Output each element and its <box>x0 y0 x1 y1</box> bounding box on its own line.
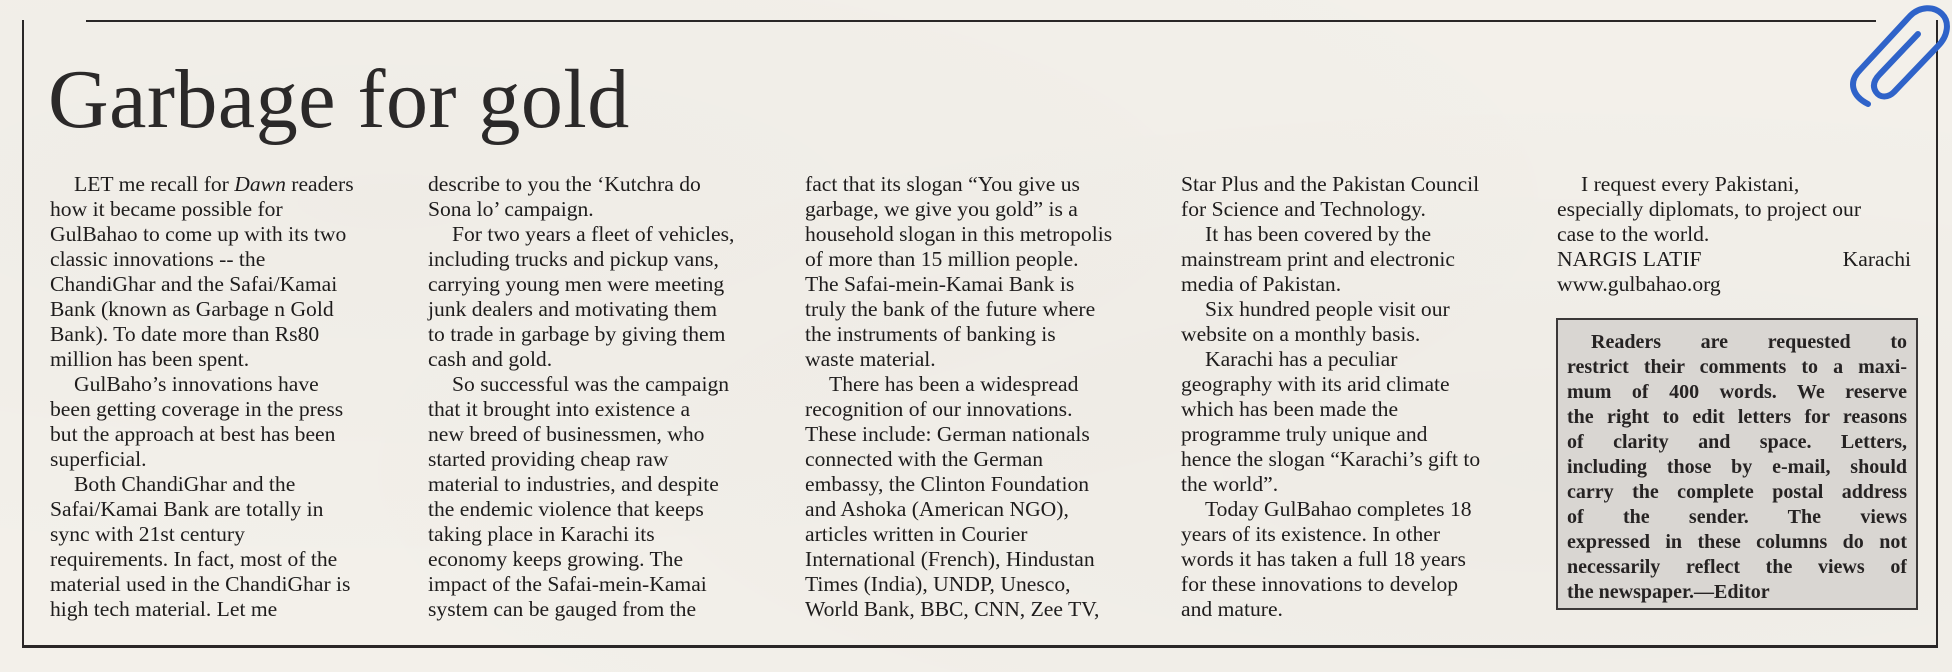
editor-note-line: of clarity and space. Letters, <box>1567 431 1907 453</box>
article-line: started providing cheap raw <box>428 447 669 471</box>
article-column-1 <box>50 172 404 622</box>
headline: Garbage for gold <box>48 53 630 146</box>
article-line: words it has taken a full 18 years <box>1181 547 1466 571</box>
article-line: the instruments of banking is <box>805 322 1056 346</box>
author-city: Karachi <box>1842 247 1911 271</box>
paperclip-icon <box>1838 0 1952 120</box>
article-line: case to the world. <box>1557 222 1710 246</box>
article-line: impact of the Safai-mein-Kamai <box>428 572 707 596</box>
signature-row <box>1557 247 1911 272</box>
article-line: junk dealers and motivating them <box>428 297 718 321</box>
article-line: World Bank, BBC, CNN, Zee TV, <box>805 597 1100 621</box>
line-text: LET me recall for <box>74 172 235 196</box>
article-line: superficial. <box>50 447 147 471</box>
editor-note-line: the right to edit letters for reasons <box>1567 406 1907 428</box>
article-line: International (French), Hindustan <box>805 547 1095 571</box>
column-5-body <box>1557 172 1921 247</box>
newspaper-name: Dawn <box>234 172 286 196</box>
article-line: So successful was the campaign <box>452 372 730 396</box>
editor-note-line: of the sender. The views <box>1567 506 1907 528</box>
article-column-5 <box>1557 172 1921 297</box>
article-line: Safai/Kamai Bank are totally in <box>50 497 324 521</box>
article-line <box>50 172 404 197</box>
article-line: which has been made the <box>1181 397 1399 421</box>
article-line: Karachi has a peculiar <box>1205 347 1398 371</box>
article-line: carrying young men were meeting <box>428 272 725 296</box>
article-line: for these innovations to develop <box>1181 572 1459 596</box>
line-text: readers <box>285 172 354 196</box>
editor-note-line: Readers are requested to <box>1591 331 1907 353</box>
article-line: classic innovations -- the <box>50 247 266 271</box>
editor-note-text <box>1567 330 1907 605</box>
article-line: Both ChandiGhar and the <box>74 472 296 496</box>
article-line: Bank (known as Garbage n Gold <box>50 297 334 321</box>
article-line: especially diplomats, to project our <box>1557 197 1862 221</box>
article-line: cash and gold. <box>428 347 553 371</box>
author-name: NARGIS LATIF <box>1557 247 1702 271</box>
article-line: new breed of businessmen, who <box>428 422 705 446</box>
article-line: website on a monthly basis. <box>1181 322 1421 346</box>
editor-note-line: restrict their comments to a maxi- <box>1567 356 1907 378</box>
article-line: Six hundred people visit our <box>1205 297 1450 321</box>
article-line: ChandiGhar and the Safai/Kamai <box>50 272 338 296</box>
article-line: It has been covered by the <box>1205 222 1432 246</box>
article-line: high tech material. Let me <box>50 597 278 621</box>
article-line: connected with the German <box>805 447 1044 471</box>
article-line: Today GulBahao completes 18 <box>1205 497 1472 521</box>
article-line: recognition of our innovations. <box>805 397 1073 421</box>
article-line: These include: German nationals <box>805 422 1090 446</box>
article-line: media of Pakistan. <box>1181 272 1342 296</box>
article-line: GulBahao to come up with its two <box>50 222 347 246</box>
article-line: taking place in Karachi its <box>428 522 655 546</box>
editor-note-line: carry the complete postal address <box>1567 481 1907 503</box>
editor-note-line: mum of 400 words. We reserve <box>1567 381 1907 403</box>
article-line: GulBaho’s innovations have <box>74 372 319 396</box>
article-line: million has been spent. <box>50 347 250 371</box>
article-line: truly the bank of the future where <box>805 297 1096 321</box>
article-line: and mature. <box>1181 597 1283 621</box>
article-line: garbage, we give you gold” is a <box>805 197 1078 221</box>
editor-note-line: including those by e-mail, should <box>1567 456 1907 478</box>
article-line: how it became possible for <box>50 197 283 221</box>
article-line: material to industries, and despite <box>428 472 719 496</box>
article-line: programme truly unique and <box>1181 422 1428 446</box>
article-line: household slogan in this metropolis <box>805 222 1113 246</box>
article-line: years of its existence. In other <box>1181 522 1441 546</box>
article-line: Star Plus and the Pakistan Council <box>1181 172 1480 196</box>
article-line: of more than 15 million people. <box>805 247 1079 271</box>
article-line: the endemic violence that keeps <box>428 497 704 521</box>
article-line: Sona lo’ campaign. <box>428 197 594 221</box>
paperclip-wire <box>1853 8 1947 104</box>
editor-note-line: expressed in these columns do not <box>1567 531 1907 553</box>
article-line: the world”. <box>1181 472 1279 496</box>
author-website: www.gulbahao.org <box>1557 272 1721 296</box>
editor-note-line: the newspaper.—Editor <box>1567 581 1770 603</box>
article-line: articles written in Courier <box>805 522 1028 546</box>
article-line: but the approach at best has been <box>50 422 336 446</box>
editor-note-box <box>1556 318 1918 610</box>
article-line: mainstream print and electronic <box>1181 247 1456 271</box>
article-line: system can be gauged from the <box>428 597 697 621</box>
article-line: economy keeps growing. The <box>428 547 684 571</box>
article-column-4 <box>1181 172 1535 622</box>
article-column-2 <box>428 172 782 622</box>
article-line: hence the slogan “Karachi’s gift to <box>1181 447 1481 471</box>
article-line: fact that its slogan “You give us <box>805 172 1080 196</box>
article-line: The Safai-mein-Kamai Bank is <box>805 272 1075 296</box>
article-line: describe to you the ‘Kutchra do <box>428 172 701 196</box>
article-line: waste material. <box>805 347 936 371</box>
article-line: sync with 21st century <box>50 522 245 546</box>
article-line: embassy, the Clinton Foundation <box>805 472 1090 496</box>
article-line: requirements. In fact, most of the <box>50 547 338 571</box>
article-line: Times (India), UNDP, Unesco, <box>805 572 1071 596</box>
editor-note-line: necessarily reflect the views of <box>1567 556 1907 578</box>
article-line: that it brought into existence a <box>428 397 691 421</box>
article-line: been getting coverage in the press <box>50 397 344 421</box>
article-line: including trucks and pickup vans, <box>428 247 719 271</box>
article-line: For two years a fleet of vehicles, <box>452 222 735 246</box>
article-line: to trade in garbage by giving them <box>428 322 726 346</box>
article-line: geography with its arid climate <box>1181 372 1450 396</box>
article-line: material used in the ChandiGhar is <box>50 572 351 596</box>
article-line: There has been a widespread <box>829 372 1079 396</box>
article-line: and Ashoka (American NGO), <box>805 497 1069 521</box>
article-column-3 <box>805 172 1159 622</box>
article-line: Bank). To date more than Rs80 <box>50 322 320 346</box>
article-line: I request every Pakistani, <box>1581 172 1800 196</box>
article-line: for Science and Technology. <box>1181 197 1426 221</box>
